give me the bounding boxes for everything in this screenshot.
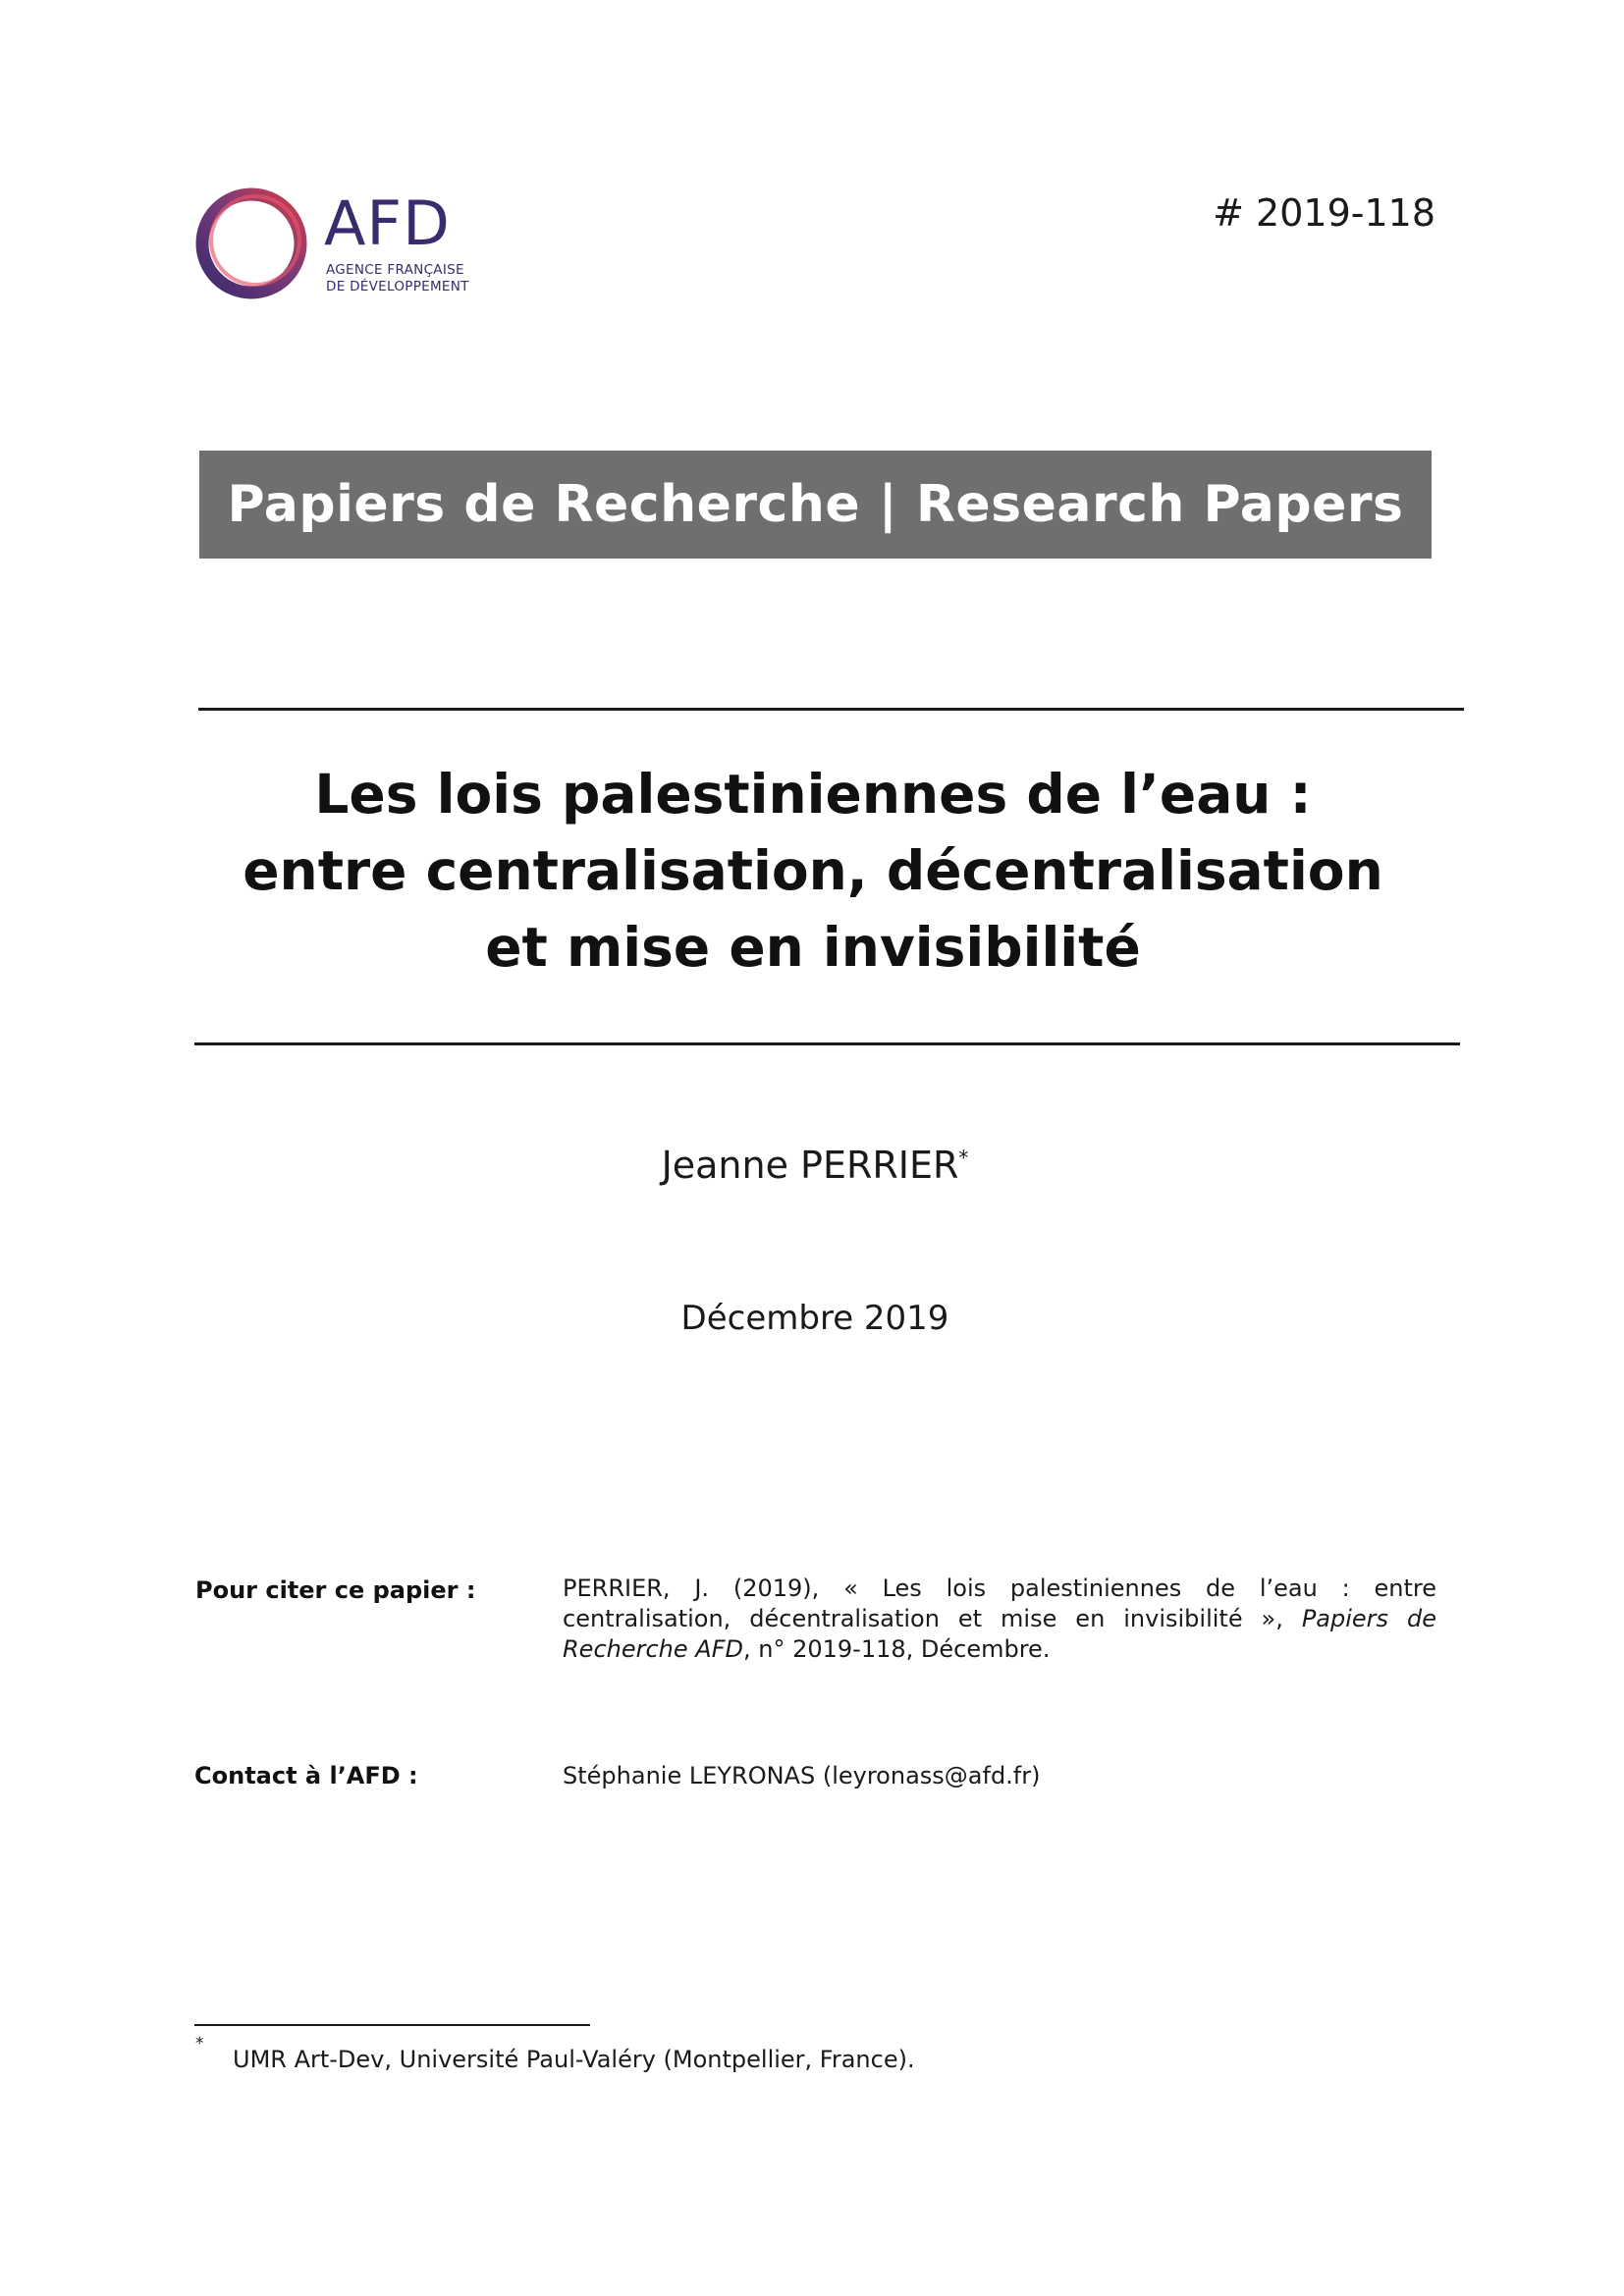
publication-date: Décembre 2019 <box>680 1299 949 1338</box>
contact-value: Stéphanie LEYRONAS (leyronass@afd.fr) <box>563 1762 1041 1789</box>
series-banner <box>199 451 1432 559</box>
citation-series-italic: Papiers de Recherche AFD <box>563 1605 1436 1663</box>
series-banner-text: Papiers de Recherche | Research Papers <box>227 475 1404 534</box>
title-rule-top <box>198 708 1464 711</box>
footnote-mark: * <box>195 2034 204 2054</box>
citation-text <box>563 1574 1436 1665</box>
afd-ring-icon <box>190 182 314 305</box>
logo-name-line-1: AGENCE FRANÇAISE <box>326 262 464 278</box>
footnote-text: UMR Art-Dev, Université Paul-Valéry (Montpellier, France). <box>233 2046 915 2073</box>
citation-text-end: , n° 2019-118, Décembre. <box>742 1635 1051 1663</box>
title-line: entre centralisation, décentralisation <box>243 839 1383 902</box>
afd-logo <box>190 182 485 305</box>
citation-text-main: PERRIER, J. (2019), « Les lois palestiniennes de l’eau : entre centralisation, décentralisation et mise en invisibilité », <box>563 1575 1436 1632</box>
logo-abbreviation: AFD <box>324 187 451 259</box>
title-line: Les lois palestiniennes de l’eau : <box>314 763 1312 826</box>
footnote-separator <box>194 2024 590 2026</box>
title-line: et mise en invisibilité <box>485 916 1141 979</box>
contact-label: Contact à l’AFD : <box>194 1762 418 1789</box>
author <box>0 1144 1624 1187</box>
author-name: Jeanne PERRIER <box>661 1144 959 1187</box>
paper-number: # 2019-118 <box>1213 191 1435 235</box>
document-title <box>198 756 1428 986</box>
author-footnote-mark: * <box>958 1146 969 1170</box>
logo-name-line-2: DE DÉVELOPPEMENT <box>326 279 469 294</box>
title-rule-bottom <box>194 1042 1460 1045</box>
citation-label: Pour citer ce papier : <box>195 1576 476 1604</box>
